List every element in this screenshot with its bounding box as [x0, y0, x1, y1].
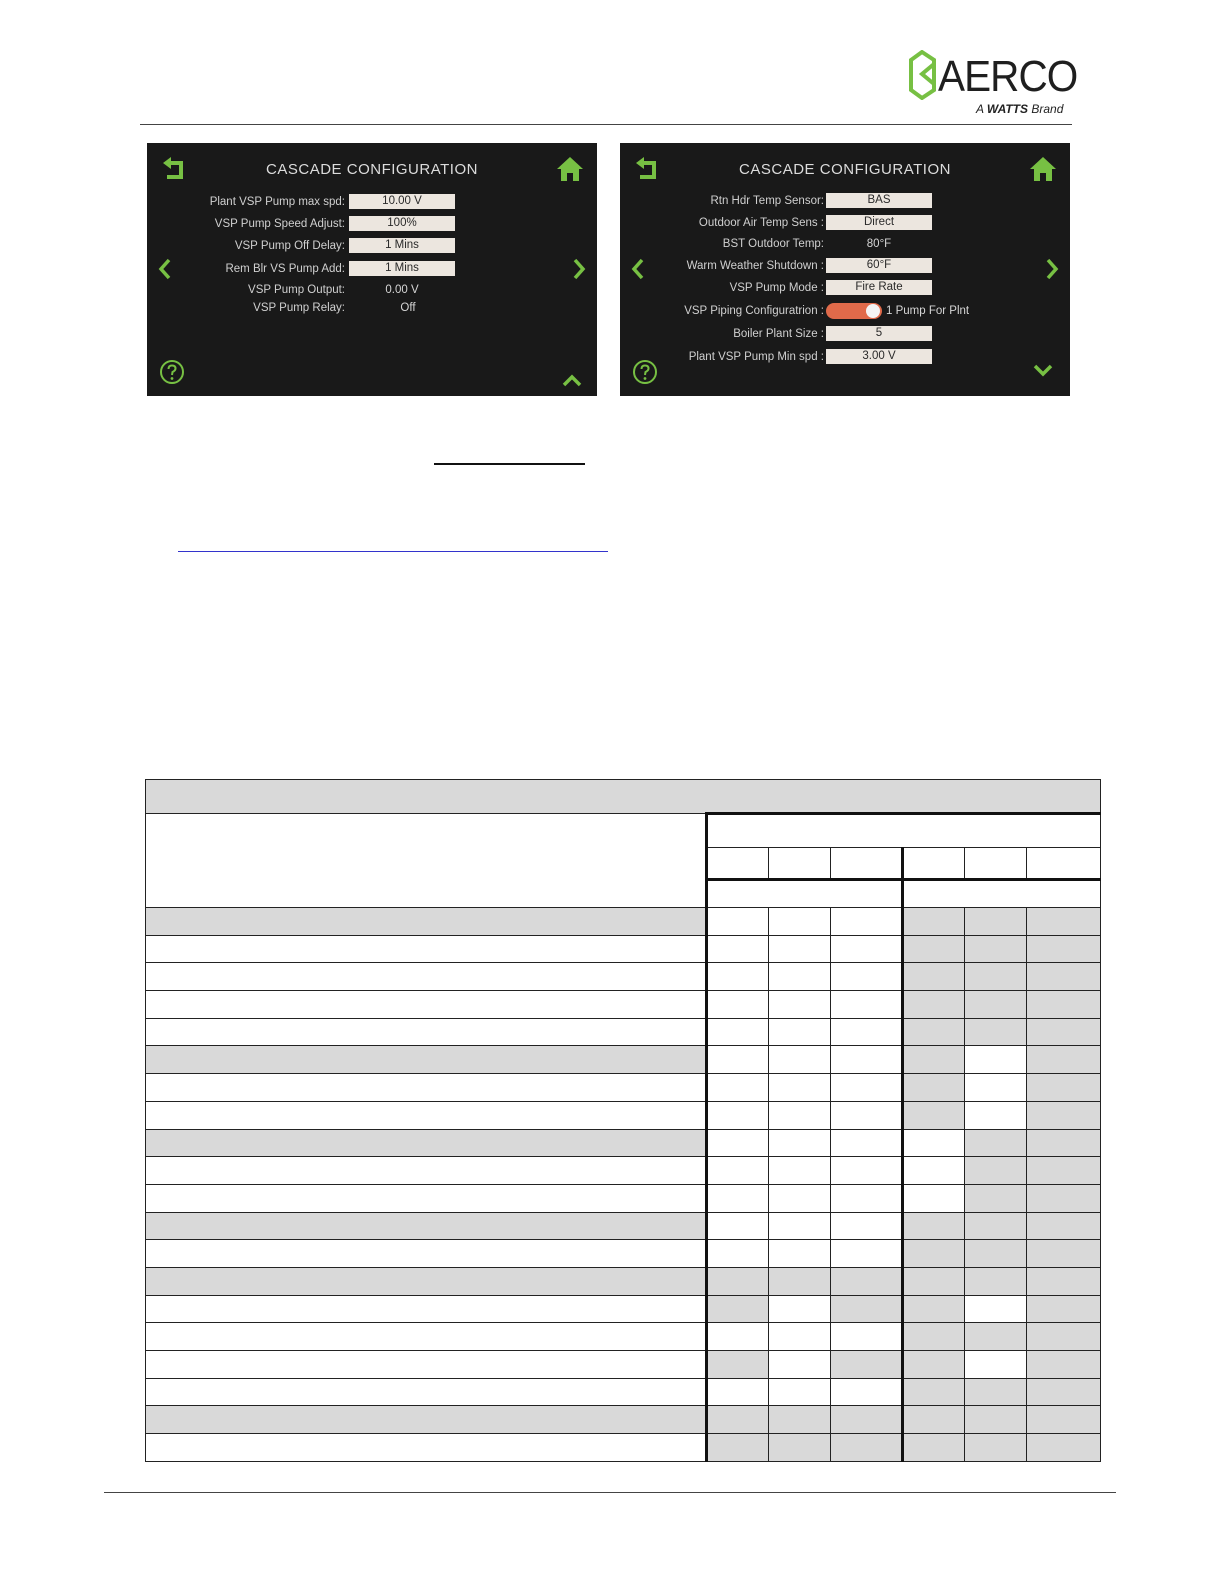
table-cell: [965, 1295, 1027, 1323]
setting-value-field[interactable]: 10.00 V: [349, 194, 455, 209]
setting-label: VSP Pump Mode :: [729, 282, 824, 294]
table-cell: [965, 908, 1027, 936]
chevron-up-icon[interactable]: [561, 373, 583, 387]
setting-row: [620, 325, 1070, 343]
setting-row: [620, 279, 1070, 297]
table-cell: [707, 1267, 769, 1295]
table-cell: [831, 908, 903, 936]
table-row: [146, 1323, 1101, 1351]
table-cell: [769, 1046, 831, 1074]
table-cell: [903, 935, 965, 963]
footer-divider: [104, 1492, 1116, 1493]
table-cell: [1027, 1240, 1101, 1268]
table-header-cell: [769, 848, 831, 880]
table-row: [146, 1378, 1101, 1406]
table-header-row: [146, 814, 1101, 848]
table-row: [146, 1240, 1101, 1268]
table-cell: [965, 1434, 1027, 1462]
setting-value-field[interactable]: 60°F: [826, 258, 932, 273]
table-cell: [769, 1406, 831, 1434]
setting-label: VSP Pump Output:: [248, 284, 345, 296]
table-header-cell: [707, 880, 903, 908]
table-cell: [1027, 908, 1101, 936]
logo-tagline-prefix: A: [976, 102, 984, 116]
setting-label: Warm Weather Shutdown :: [686, 260, 824, 272]
table-cell: [707, 1295, 769, 1323]
table-cell: [146, 1295, 707, 1323]
table-cell: [146, 963, 707, 991]
setting-value-field[interactable]: 3.00 V: [826, 349, 932, 364]
setting-value-field[interactable]: 1 Mins: [349, 238, 455, 253]
setting-label: VSP Pump Speed Adjust:: [214, 218, 345, 230]
table-row: [146, 1018, 1101, 1046]
table-cell: [1027, 1046, 1101, 1074]
table-cell: [1027, 1351, 1101, 1379]
table-cell: [965, 1184, 1027, 1212]
table-cell: [903, 1074, 965, 1102]
setting-row: [147, 281, 597, 299]
table-cell: [903, 1157, 965, 1185]
table-row: [146, 1406, 1101, 1434]
table-header-cell: [146, 814, 707, 908]
setting-label: Rtn Hdr Temp Sensor:: [710, 195, 824, 207]
logo-tagline-brand: WATTS: [986, 102, 1029, 116]
table-cell: [831, 991, 903, 1019]
table-header-cell: [1027, 848, 1101, 880]
table-cell: [903, 1295, 965, 1323]
table-cell: [707, 1157, 769, 1185]
table-cell: [903, 1101, 965, 1129]
table-header-cell: [903, 848, 965, 880]
table-cell: [1027, 1157, 1101, 1185]
table-cell: [965, 1323, 1027, 1351]
table-cell: [769, 1101, 831, 1129]
table-cell: [769, 1074, 831, 1102]
aerco-logo: [900, 44, 1078, 120]
setting-row: [620, 257, 1070, 275]
help-icon[interactable]: [632, 359, 658, 385]
setting-label: VSP Piping Configuratrion :: [684, 305, 824, 317]
underlined-heading-mark: [434, 463, 585, 465]
table-cell: [769, 1129, 831, 1157]
table-cell: [707, 1378, 769, 1406]
home-icon[interactable]: [1028, 155, 1058, 183]
table-cell: [769, 1323, 831, 1351]
table-cell: [1027, 1129, 1101, 1157]
setting-value-field[interactable]: 1 Mins: [349, 261, 455, 276]
setting-label: Rem Blr VS Pump Add:: [225, 263, 345, 275]
table-header-cell: [965, 848, 1027, 880]
table-row: [146, 1267, 1101, 1295]
help-icon[interactable]: [159, 359, 185, 385]
table-cell: [965, 1129, 1027, 1157]
table-cell: [965, 1018, 1027, 1046]
table-cell: [1027, 1101, 1101, 1129]
chevron-down-icon[interactable]: [1032, 363, 1054, 377]
setting-label: BST Outdoor Temp:: [722, 238, 824, 250]
table-cell: [903, 963, 965, 991]
table-cell: [965, 1267, 1027, 1295]
table-cell: [1027, 1295, 1101, 1323]
table-cell: [707, 963, 769, 991]
table-cell: [965, 1074, 1027, 1102]
table-cell: [831, 1184, 903, 1212]
cascade-config-screen-1: [147, 143, 597, 396]
table-row: [146, 991, 1101, 1019]
setting-row: [620, 235, 1070, 253]
table-cell: [146, 908, 707, 936]
aerco-leaf-icon: [908, 50, 938, 100]
table-cell: [146, 1378, 707, 1406]
setting-row: [620, 348, 1070, 366]
table-cell: [146, 1267, 707, 1295]
table-cell: [965, 1351, 1027, 1379]
table-cell: [707, 1074, 769, 1102]
table-cell: [903, 1240, 965, 1268]
table-cell: [769, 963, 831, 991]
table-cell: [707, 1240, 769, 1268]
table-cell: [707, 935, 769, 963]
table-cell: [707, 1212, 769, 1240]
setting-row: [620, 302, 1070, 320]
setting-value-field[interactable]: BAS: [826, 193, 932, 208]
table-cell: [769, 1184, 831, 1212]
cascade-config-screen-2: [620, 143, 1070, 396]
setting-row: [147, 260, 597, 278]
setting-label: Plant VSP Pump max spd:: [209, 196, 345, 208]
setting-row: [147, 237, 597, 255]
table-cell: [769, 1267, 831, 1295]
table-cell: [903, 1184, 965, 1212]
table-cell: [1027, 1323, 1101, 1351]
table-cell: [1027, 1018, 1101, 1046]
setting-label: Boiler Plant Size :: [733, 328, 824, 340]
table-cell: [707, 991, 769, 1019]
table-cell: [903, 1018, 965, 1046]
table-cell: [965, 1101, 1027, 1129]
table-cell: [146, 1434, 707, 1462]
table-cell: [903, 1323, 965, 1351]
table-cell: [1027, 1406, 1101, 1434]
table-cell: [903, 1406, 965, 1434]
table-cell: [1027, 1434, 1101, 1462]
table-cell: [831, 963, 903, 991]
table-cell: [769, 1378, 831, 1406]
table-cell: [965, 991, 1027, 1019]
table-row: [146, 1157, 1101, 1185]
table-cell: [707, 1129, 769, 1157]
table-row: [146, 935, 1101, 963]
table-cell: [707, 1184, 769, 1212]
table-cell: [769, 1240, 831, 1268]
table-cell: [769, 935, 831, 963]
table-cell: [831, 1046, 903, 1074]
table-cell: [769, 1018, 831, 1046]
table-cell: [831, 1018, 903, 1046]
setting-row: [147, 215, 597, 233]
table-header-cell: [707, 848, 769, 880]
table-cell: [831, 1212, 903, 1240]
table-cell: [146, 1129, 707, 1157]
screen-title: CASCADE CONFIGURATION: [739, 161, 951, 178]
table-cell: [146, 1018, 707, 1046]
table-cell: [707, 1434, 769, 1462]
table-cell: [769, 991, 831, 1019]
table-row: [146, 1212, 1101, 1240]
table-row: [146, 1129, 1101, 1157]
table-cell: [831, 1129, 903, 1157]
table-header-cell: [903, 880, 1101, 908]
table-cell: [1027, 963, 1101, 991]
table-cell: [903, 1434, 965, 1462]
toggle-value: 1 Pump For Plnt: [886, 305, 970, 317]
table-cell: [146, 991, 707, 1019]
table-cell: [707, 1323, 769, 1351]
table-cell: [769, 1157, 831, 1185]
table-header-cell: [707, 814, 1101, 848]
table-cell: [831, 1406, 903, 1434]
table-row: [146, 1101, 1101, 1129]
table-cell: [146, 1101, 707, 1129]
home-icon[interactable]: [555, 155, 585, 183]
setting-value-field[interactable]: Direct: [826, 215, 932, 230]
table-header-cell: [831, 848, 903, 880]
table-row: [146, 908, 1101, 936]
setting-value-field[interactable]: Fire Rate: [826, 280, 932, 295]
table-cell: [965, 1157, 1027, 1185]
table-cell: [146, 935, 707, 963]
table-cell: [146, 1184, 707, 1212]
table-cell: [769, 1434, 831, 1462]
table-cell: [903, 1129, 965, 1157]
table-cell: [903, 991, 965, 1019]
setting-label: VSP Pump Off Delay:: [234, 240, 345, 252]
hyperlink-underline[interactable]: [178, 551, 608, 552]
table-cell: [831, 1157, 903, 1185]
table-cell: [1027, 935, 1101, 963]
toggle-knob: [866, 304, 880, 318]
table-row: [146, 1184, 1101, 1212]
setting-value: Off: [400, 302, 416, 314]
setting-row: [147, 193, 597, 211]
table-cell: [146, 1046, 707, 1074]
table-cell: [1027, 1184, 1101, 1212]
table-cell: [146, 1074, 707, 1102]
table-cell: [831, 1323, 903, 1351]
table-cell: [965, 1046, 1027, 1074]
table-cell: [146, 1406, 707, 1434]
table-cell: [707, 1046, 769, 1074]
table-cell: [903, 1351, 965, 1379]
table-cell: [965, 1212, 1027, 1240]
table-cell: [965, 1378, 1027, 1406]
table-cell: [1027, 1267, 1101, 1295]
table-row: [146, 1046, 1101, 1074]
table-cell: [831, 1101, 903, 1129]
table-cell: [965, 1240, 1027, 1268]
table-cell: [146, 1351, 707, 1379]
table-cell: [965, 1406, 1027, 1434]
table-cell: [903, 1378, 965, 1406]
table-row: [146, 1074, 1101, 1102]
table-cell: [831, 1351, 903, 1379]
table-cell: [707, 908, 769, 936]
table-cell: [831, 1074, 903, 1102]
table-cell: [1027, 991, 1101, 1019]
table-cell: [831, 1434, 903, 1462]
setting-row: [620, 192, 1070, 210]
setting-value: 0.00 V: [385, 284, 419, 296]
setting-row: [620, 214, 1070, 232]
table-cell: [769, 1212, 831, 1240]
logo-brand: AERCO: [938, 52, 1078, 101]
table-cell: [831, 1295, 903, 1323]
table-cell: [831, 1240, 903, 1268]
setting-label: Outdoor Air Temp Sens :: [698, 217, 824, 229]
table-cell: [903, 1212, 965, 1240]
table-cell: [965, 935, 1027, 963]
table-cell: [831, 935, 903, 963]
setting-value-field[interactable]: 100%: [349, 216, 455, 231]
table-row: [146, 1295, 1101, 1323]
screen-title: CASCADE CONFIGURATION: [266, 161, 478, 178]
table-cell: [146, 1157, 707, 1185]
table-cell: [1027, 1074, 1101, 1102]
table-cell: [1027, 1378, 1101, 1406]
table-cell: [707, 1351, 769, 1379]
setting-label: Plant VSP Pump Min spd :: [688, 351, 824, 363]
table-cell: [707, 1406, 769, 1434]
table-cell: [146, 1323, 707, 1351]
table-cell: [769, 1295, 831, 1323]
piping-config-toggle[interactable]: [826, 303, 882, 319]
table-cell: [707, 1018, 769, 1046]
configuration-table: [145, 779, 1101, 1462]
table-cell: [831, 1267, 903, 1295]
table-cell: [1027, 1212, 1101, 1240]
table-cell: [769, 1351, 831, 1379]
header-divider: [140, 124, 1072, 125]
table-cell: [831, 1378, 903, 1406]
table-cell: [903, 908, 965, 936]
logo-tagline-suffix: Brand: [1031, 102, 1064, 116]
table-row: [146, 963, 1101, 991]
table-cell: [903, 1046, 965, 1074]
logo-tagline: [976, 102, 1063, 116]
table-cell: [903, 1267, 965, 1295]
table-cell: [146, 1212, 707, 1240]
setting-value-field[interactable]: 5: [826, 326, 932, 341]
setting-row: [147, 299, 597, 317]
table-title-cell: [146, 780, 1101, 814]
table-row: [146, 1434, 1101, 1462]
table-cell: [965, 963, 1027, 991]
table-cell: [707, 1101, 769, 1129]
table-cell: [146, 1240, 707, 1268]
table-title-row: [146, 780, 1101, 814]
setting-value: 80°F: [866, 238, 892, 250]
table-cell: [769, 908, 831, 936]
setting-label: VSP Pump Relay:: [253, 302, 345, 314]
table-row: [146, 1351, 1101, 1379]
